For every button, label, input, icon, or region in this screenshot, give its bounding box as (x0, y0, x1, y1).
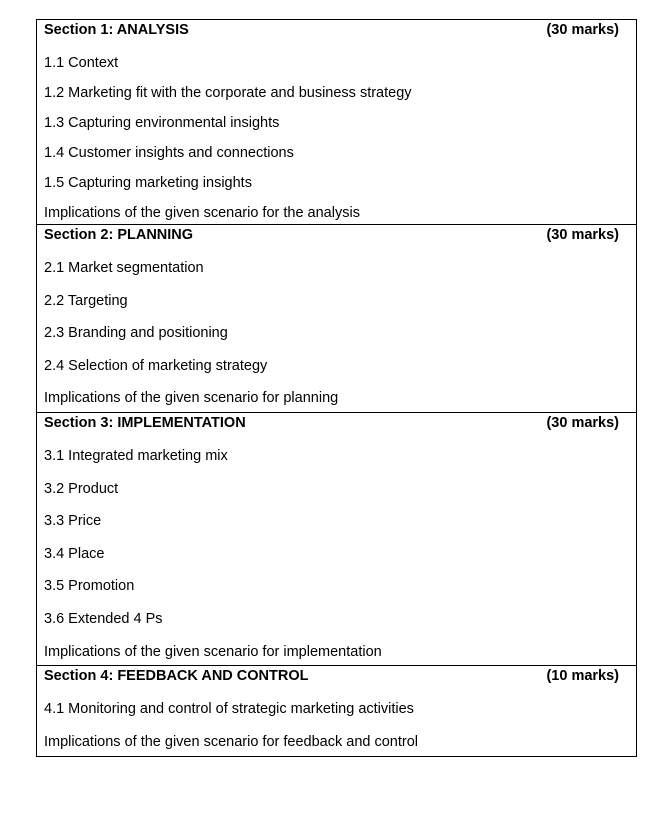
marking-scheme-table (36, 19, 637, 757)
list-item: 3.5 Promotion (44, 578, 135, 595)
list-item: 3.2 Product (44, 480, 119, 497)
section-analysis (37, 20, 636, 224)
list-item: Implications of the given scenario for the analysis (44, 205, 360, 221)
list-item: Implications of the given scenario for planning (44, 390, 339, 407)
list-item: 1.1 Context (44, 55, 119, 71)
list-item: 2.3 Branding and positioning (44, 325, 228, 342)
section-marks: (10 marks) (546, 668, 619, 685)
section-title: Section 1: ANALYSIS (44, 22, 189, 38)
list-item: 2.2 Targeting (44, 292, 128, 309)
list-item: 2.4 Selection of marketing strategy (44, 357, 268, 374)
section-title: Section 2: PLANNING (44, 227, 194, 243)
section-header (37, 225, 636, 249)
section-title: Section 4: FEEDBACK AND CONTROL (44, 668, 309, 685)
section-marks: (30 marks) (546, 414, 619, 431)
list-item: 3.6 Extended 4 Ps (44, 610, 163, 627)
section-title: Section 3: IMPLEMENTATION (44, 414, 246, 431)
section-header (37, 666, 636, 690)
section-planning (37, 224, 636, 412)
section-marks: (30 marks) (546, 227, 619, 243)
list-item: 3.3 Price (44, 513, 102, 530)
list-item: Implications of the given scenario for implementation (44, 643, 382, 660)
list-item: 3.1 Integrated marketing mix (44, 447, 228, 464)
list-item: 3.4 Place (44, 545, 105, 562)
section-feedback-control (37, 665, 636, 756)
section-marks: (30 marks) (546, 22, 619, 38)
list-item: 2.1 Market segmentation (44, 260, 204, 276)
section-header (37, 413, 636, 437)
list-item: 1.2 Marketing fit with the corporate and business strategy (44, 85, 412, 101)
section-implementation (37, 412, 636, 665)
section-header (37, 20, 636, 44)
list-item: 4.1 Monitoring and control of strategic marketing activities (44, 701, 414, 718)
list-item: 1.3 Capturing environmental insights (44, 115, 280, 131)
list-item: 1.4 Customer insights and connections (44, 145, 294, 161)
list-item: Implications of the given scenario for feedback and control (44, 734, 418, 751)
list-item: 1.5 Capturing marketing insights (44, 175, 252, 191)
